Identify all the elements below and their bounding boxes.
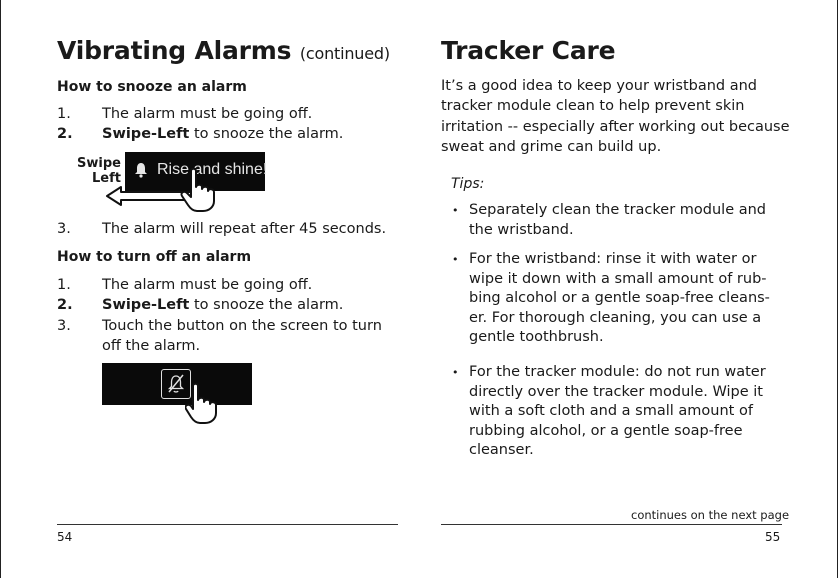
step-text: The alarm must be going off. bbox=[102, 106, 313, 122]
page-border-left bbox=[0, 0, 1, 578]
step-rest: to snooze the alarm. bbox=[189, 297, 344, 313]
hand-pointer-icon bbox=[181, 169, 214, 211]
tip-line: For the tracker module: do not run water bbox=[469, 364, 766, 380]
tip-line: rubbing alcohol, or a gentle soap-free bbox=[469, 422, 743, 439]
step-text bbox=[102, 295, 343, 315]
bell-slash-icon bbox=[167, 374, 185, 394]
alarm-screen-off[interactable] bbox=[102, 363, 252, 405]
footer-rule-left bbox=[57, 524, 398, 525]
intro-line: irritation -- especially after working out because bbox=[441, 118, 790, 135]
step-number: 1. bbox=[57, 277, 71, 293]
page-number-right: 55 bbox=[765, 530, 781, 544]
step-text bbox=[102, 316, 382, 356]
bullet-dot: • bbox=[452, 204, 459, 217]
step-line-1: Touch the button on the screen to turn bbox=[102, 318, 382, 334]
intro-line: It’s a good idea to keep your wristband and bbox=[441, 78, 758, 94]
tip-line: with a soft cloth and a small amount of bbox=[469, 403, 753, 420]
step-bold: Swipe-Left bbox=[102, 297, 190, 313]
tip-line: bing alcohol or a gentle soap-free cleans- bbox=[469, 290, 770, 307]
step-number: 2. bbox=[57, 126, 73, 142]
step-bold: Swipe-Left bbox=[102, 126, 190, 142]
title-suffix: (continued) bbox=[299, 44, 390, 63]
step-number: 1. bbox=[57, 106, 71, 122]
step-rest: to snooze the alarm. bbox=[189, 126, 344, 142]
tip-item bbox=[452, 201, 767, 240]
tip-line: cleanser. bbox=[469, 442, 534, 459]
step-number: 2. bbox=[57, 297, 73, 313]
tip-line: wipe it down with a small amount of rub- bbox=[469, 270, 767, 287]
continues-note: continues on the next page bbox=[631, 508, 790, 522]
tip-line: the wristband. bbox=[469, 221, 574, 238]
footer-rule-right bbox=[441, 524, 782, 525]
tip-line: gentle toothbrush. bbox=[469, 329, 604, 346]
bullet-dot: • bbox=[452, 253, 459, 266]
tip-line: For the wristband: rinse it with water or bbox=[469, 251, 757, 267]
page-title-left bbox=[57, 36, 390, 65]
intro-paragraph bbox=[441, 76, 790, 157]
turnoff-heading: How to turn off an alarm bbox=[57, 249, 252, 265]
step-number: 3. bbox=[57, 318, 71, 334]
swipe-label-line1: Swipe bbox=[77, 156, 121, 171]
step-line-2: off the alarm. bbox=[102, 338, 201, 354]
swipe-label-line2: Left bbox=[92, 171, 121, 186]
page-title-right: Tracker Care bbox=[441, 36, 616, 65]
step-text: The alarm must be going off. bbox=[102, 277, 313, 293]
step-text bbox=[102, 124, 343, 144]
snooze-heading: How to snooze an alarm bbox=[57, 79, 247, 95]
title-text: Vibrating Alarms bbox=[57, 36, 292, 65]
bullet-dot: • bbox=[452, 366, 459, 379]
intro-line: tracker module clean to help prevent skin bbox=[441, 98, 745, 115]
swipe-gesture-graphic bbox=[105, 165, 245, 213]
tips-label: Tips: bbox=[451, 176, 485, 192]
hand-pointer-icon bbox=[185, 383, 225, 425]
page-border-right bbox=[837, 0, 838, 578]
tip-line: directly over the tracker module. Wipe it bbox=[469, 383, 763, 400]
alarm-message: Rise and shine! bbox=[157, 161, 268, 178]
tip-item bbox=[452, 250, 770, 348]
tip-item bbox=[452, 363, 766, 461]
page-number-left: 54 bbox=[57, 530, 73, 544]
intro-line: sweat and grime can build up. bbox=[441, 138, 662, 155]
step-number: 3. bbox=[57, 221, 71, 237]
tip-line: er. For thorough cleaning, you can use a bbox=[469, 309, 762, 326]
step-text: The alarm will repeat after 45 seconds. bbox=[102, 221, 387, 237]
tip-line: Separately clean the tracker module and bbox=[469, 202, 767, 218]
